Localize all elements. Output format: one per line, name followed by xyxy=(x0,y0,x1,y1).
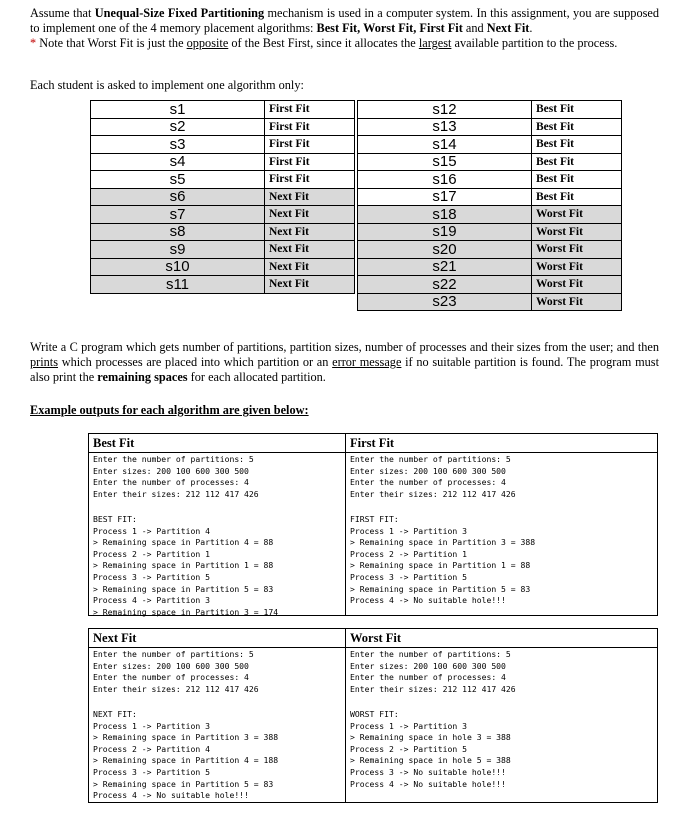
student-algorithm: First Fit xyxy=(265,153,355,171)
intro-text: . xyxy=(529,21,533,35)
example-best-fit-output xyxy=(89,513,345,619)
example-best-fit xyxy=(88,433,346,616)
student-algorithm: Next Fit xyxy=(265,188,355,206)
student-algorithm: Worst Fit xyxy=(532,241,622,259)
console-line: > Remaining space in Partition 1 = 88 xyxy=(93,560,274,571)
intro-text: Assume that xyxy=(30,6,95,20)
console-line: Enter sizes: 200 100 600 300 500 xyxy=(93,465,249,476)
student-algorithm: Next Fit xyxy=(265,276,355,294)
console-line: Enter the number of partitions: 5 xyxy=(93,649,254,659)
student-table-left xyxy=(90,100,355,294)
example-next-fit-input xyxy=(89,648,345,696)
student-id: s3 xyxy=(91,136,265,154)
student-algorithm: Worst Fit xyxy=(532,223,622,241)
console-line: Enter the number of processes: 4 xyxy=(350,477,506,488)
console-line: Process 3 -> No suitable hole!!! xyxy=(350,766,506,777)
example-first-fit-output xyxy=(346,513,657,608)
student-id: s10 xyxy=(91,258,265,276)
intro-bold-algorithms: Best Fit, Worst Fit, First Fit xyxy=(316,21,463,35)
student-id: s17 xyxy=(358,188,532,206)
student-row xyxy=(358,223,622,241)
student-id: s1 xyxy=(91,101,265,119)
student-row xyxy=(358,136,622,154)
student-row xyxy=(358,206,622,224)
intro-paragraph xyxy=(30,6,659,51)
console-line: NEXT FIT: xyxy=(93,708,137,719)
student-algorithm: Best Fit xyxy=(532,171,622,189)
console-line: Process 2 -> Partition 4 xyxy=(93,743,210,754)
console-line: Process 1 -> Partition 3 xyxy=(350,720,467,731)
note-text: Note that Worst Fit is just the xyxy=(36,36,187,50)
note-text: available partition to the process. xyxy=(451,36,618,50)
console-line: Process 3 -> Partition 5 xyxy=(350,571,467,582)
student-row xyxy=(91,153,355,171)
console-line: > Remaining space in Partition 3 = 388 xyxy=(93,732,279,743)
intro-bold-nextfit: Next Fit xyxy=(486,21,530,35)
task-text: which processes are placed into which partition or an xyxy=(58,355,333,369)
console-line: > Remaining space in hole 3 = 388 xyxy=(350,732,511,743)
student-row xyxy=(91,241,355,259)
example-worst-fit xyxy=(345,628,658,803)
student-id: s15 xyxy=(358,153,532,171)
console-line: Process 1 -> Partition 3 xyxy=(350,525,467,536)
console-line: Enter the number of processes: 4 xyxy=(93,477,249,488)
example-title: First Fit xyxy=(346,434,657,453)
note-text: of the Best First, since it allocates the xyxy=(228,36,419,50)
console-line: Enter their sizes: 212 112 417 426 xyxy=(93,683,259,694)
student-row xyxy=(358,101,622,119)
student-algorithm: First Fit xyxy=(265,136,355,154)
console-line: Enter the number of processes: 4 xyxy=(93,672,249,683)
example-best-fit-input xyxy=(89,453,345,501)
example-next-fit-output xyxy=(89,708,345,803)
console-line: > Remaining space in Partition 1 = 88 xyxy=(350,560,531,571)
console-line: > Remaining space in Partition 3 = 388 xyxy=(350,537,536,548)
console-line: Process 1 -> Partition 3 xyxy=(93,720,210,731)
student-row xyxy=(358,118,622,136)
example-worst-fit-input xyxy=(346,648,657,696)
student-id: s9 xyxy=(91,241,265,259)
example-title: Worst Fit xyxy=(346,629,657,648)
intro-bold-term: Unequal-Size Fixed Partitioning xyxy=(94,6,265,20)
student-algorithm: Worst Fit xyxy=(532,276,622,294)
console-line: Process 4 -> No suitable hole!!! xyxy=(350,595,506,606)
task-paragraph xyxy=(30,340,659,385)
example-first-fit-input xyxy=(346,453,657,501)
student-row xyxy=(358,171,622,189)
student-table-right xyxy=(357,100,622,311)
example-worst-fit-output xyxy=(346,708,657,791)
task-bold: remaining spaces xyxy=(97,370,188,384)
console-line: Enter the number of partitions: 5 xyxy=(350,649,511,659)
console-line: Process 2 -> Partition 1 xyxy=(350,548,467,559)
student-algorithm: Next Fit xyxy=(265,258,355,276)
student-row xyxy=(91,188,355,206)
student-algorithm: Best Fit xyxy=(532,136,622,154)
console-line: Enter their sizes: 212 112 417 426 xyxy=(350,488,516,499)
note-underlined: opposite xyxy=(186,36,229,50)
intro-text: mechanism is used in a computer system. In this assignment, you are supposed to implement one of the 4 memory placement algorithms: xyxy=(30,6,659,35)
student-id: s11 xyxy=(91,276,265,294)
student-row xyxy=(91,258,355,276)
note-underlined: largest xyxy=(418,36,452,50)
student-row xyxy=(91,101,355,119)
task-text: Write a C program which gets number of partitions, partition sizes, number of processes and their sizes from the user; and then xyxy=(30,340,659,354)
student-row xyxy=(91,171,355,189)
console-line: Process 4 -> Partition 3 xyxy=(93,595,210,606)
task-underlined: error message xyxy=(332,355,402,369)
student-id: s22 xyxy=(358,276,532,294)
console-line: Enter sizes: 200 100 600 300 500 xyxy=(93,660,249,671)
console-line: > Remaining space in Partition 5 = 83 xyxy=(93,583,274,594)
console-line: Enter sizes: 200 100 600 300 500 xyxy=(350,660,506,671)
console-line: > Remaining space in Partition 5 = 83 xyxy=(93,778,274,789)
student-row xyxy=(358,293,622,311)
console-line: > Remaining space in hole 5 = 388 xyxy=(350,755,511,766)
student-row xyxy=(91,223,355,241)
student-id: s12 xyxy=(358,101,532,119)
student-algorithm: First Fit xyxy=(265,171,355,189)
console-line: BEST FIT: xyxy=(93,513,137,524)
student-id: s5 xyxy=(91,171,265,189)
student-id: s23 xyxy=(358,293,532,311)
student-row xyxy=(358,258,622,276)
example-title: Best Fit xyxy=(89,434,345,453)
task-text: for each allocated partition. xyxy=(187,370,326,384)
console-line: Enter their sizes: 212 112 417 426 xyxy=(350,683,516,694)
console-line: Enter their sizes: 212 112 417 426 xyxy=(93,488,259,499)
student-row xyxy=(358,276,622,294)
console-line: Process 3 -> Partition 5 xyxy=(93,766,210,777)
example-first-fit xyxy=(345,433,658,616)
console-line: Process 2 -> Partition 1 xyxy=(93,548,210,559)
student-algorithm: Worst Fit xyxy=(532,293,622,311)
student-algorithm: First Fit xyxy=(265,118,355,136)
student-algorithm: Next Fit xyxy=(265,223,355,241)
student-id: s6 xyxy=(91,188,265,206)
student-row xyxy=(91,118,355,136)
student-algorithm: Best Fit xyxy=(532,153,622,171)
console-line: > Remaining space in Partition 3 = 174 xyxy=(93,606,279,617)
student-algorithm: Next Fit xyxy=(265,241,355,259)
console-line: Process 1 -> Partition 4 xyxy=(93,525,210,536)
task-text: if no suitable partition is found. The program must also print the xyxy=(30,355,659,384)
student-id: s14 xyxy=(358,136,532,154)
console-line: Enter the number of partitions: 5 xyxy=(93,454,254,464)
student-id: s20 xyxy=(358,241,532,259)
student-id: s4 xyxy=(91,153,265,171)
console-line: Process 3 -> Partition 5 xyxy=(93,571,210,582)
example-next-fit xyxy=(88,628,346,803)
student-id: s2 xyxy=(91,118,265,136)
intro-text: and xyxy=(462,21,487,35)
console-line: > Remaining space in Partition 4 = 88 xyxy=(93,537,274,548)
student-algorithm: Best Fit xyxy=(532,101,622,119)
console-line: Enter the number of processes: 4 xyxy=(350,672,506,683)
student-id: s8 xyxy=(91,223,265,241)
each-student-line: Each student is asked to implement one algorithm only: xyxy=(30,78,304,92)
console-line: Enter sizes: 200 100 600 300 500 xyxy=(350,465,506,476)
student-row xyxy=(358,153,622,171)
student-id: s19 xyxy=(358,223,532,241)
asterisk-note-marker: * xyxy=(30,36,37,50)
console-line: Enter the number of partitions: 5 xyxy=(350,454,511,464)
example-title: Next Fit xyxy=(89,629,345,648)
student-row xyxy=(91,206,355,224)
student-algorithm: Best Fit xyxy=(532,118,622,136)
student-algorithm: Best Fit xyxy=(532,188,622,206)
console-line: FIRST FIT: xyxy=(350,513,399,524)
student-algorithm: Worst Fit xyxy=(532,206,622,224)
student-id: s13 xyxy=(358,118,532,136)
student-row xyxy=(91,276,355,294)
student-id: s16 xyxy=(358,171,532,189)
student-algorithm: First Fit xyxy=(265,101,355,119)
examples-heading: Example outputs for each algorithm are given below: xyxy=(30,403,309,417)
student-id: s18 xyxy=(358,206,532,224)
student-id: s21 xyxy=(358,258,532,276)
student-row xyxy=(358,188,622,206)
console-line: Process 4 -> No suitable hole!!! xyxy=(350,778,506,789)
student-algorithm: Worst Fit xyxy=(532,258,622,276)
console-line: > Remaining space in Partition 5 = 83 xyxy=(350,583,531,594)
task-underlined: prints xyxy=(30,355,59,369)
student-id: s7 xyxy=(91,206,265,224)
student-algorithm: Next Fit xyxy=(265,206,355,224)
student-row xyxy=(91,136,355,154)
student-row xyxy=(358,241,622,259)
console-line: Process 4 -> No suitable hole!!! xyxy=(93,790,249,801)
console-line: WORST FIT: xyxy=(350,708,399,719)
console-line: > Remaining space in Partition 4 = 188 xyxy=(93,755,279,766)
console-line: Process 2 -> Partition 5 xyxy=(350,743,467,754)
